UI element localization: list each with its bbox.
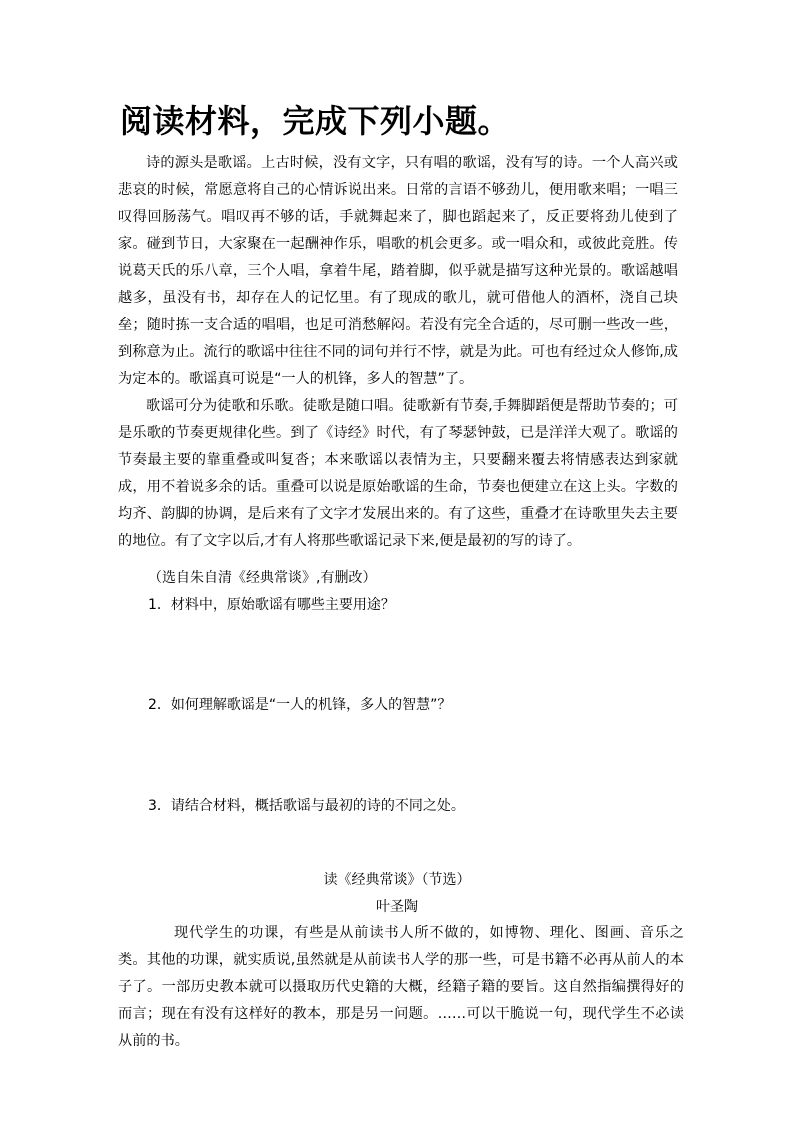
passage-1-paragraph-1: 诗的源头是歌谣。上古时候，没有文字，只有唱的歌谣，没有写的诗。一个人高兴或悲哀的时候，常愿意将自己的心情诉说出来。日常的言语不够劲儿，便用歌来唱；一唱三叹得回肠荡气。唱叹再不够的话，手就舞起来了，脚也蹈起来了，反正要将劲儿使到了家。碰到节日，大家聚在一起酬神作乐，唱歌的机会更多。或一唱众和，或彼此竞胜。传说葛天氏的乐八章，三个人唱，拿着牛尾，踏着脚，似乎就是描写这种光景的。歌谣越唱越多，虽没有书，却存在人的记忆里。有了现成的歌儿，就可借他人的酒杯，浇自己块垒；随时拣一支合适的唱唱，也足可消愁解闷。若没有完全合适的，尽可删一些改一些，到称意为止。流行的歌谣中往往不同的词句并行不悖，就是为此。可也有经过众人修饰,成为定本的。歌谣真可说是“一人的机锋，多人的智慧”了。 — [118, 155, 678, 387]
question-3: 3．请结合材料，概括歌谣与最初的诗的不同之处。 — [148, 798, 465, 814]
page-title: 阅读材料，完成下列小题。 — [120, 102, 511, 140]
passage-2 — [118, 920, 684, 1055]
question-1: 1．材料中，原始歌谣有哪些主要用途？ — [148, 597, 395, 613]
question-2: 2．如何理解歌谣是“一人的机锋，多人的智慧”？ — [148, 697, 452, 713]
passage-2-paragraph: 现代学生的功课，有些是从前读书人所不做的，如博物、理化、图画、音乐之类。其他的功课，就实质说,虽然就是从前读书人学的那一些，可是书籍不必再从前人的本子了。一部历史教本就可以摄取历代史籍的大概，经籍子籍的要旨。这自然指编撰得好的而言；现在有没有这样好的教本，那是另一问题。……可以干脆说一句，现代学生不必读从前的书。 — [118, 925, 684, 1049]
passage-1-paragraph-2: 歌谣可分为徒歌和乐歌。徒歌是随口唱。徒歌新有节奏,手舞脚蹈便是帮助节奏的；可是乐歌的节奏更规律化些。到了《诗经》时代，有了琴瑟钟鼓，已是洋洋大观了。歌谣的节奏最主要的靠重叠或叫复沓；本来歌谣以表情为主，只要翻来覆去将情感表达到家就成，用不着说多余的话。重叠可以说是原始歌谣的生命，节奏也便建立在这上头。字数的均齐、韵脚的协调，是后来有了文字才发展出来的。有了这些，重叠才在诗歌里失去主要的地位。有了文字以后,才有人将那些歌谣记录下来,便是最初的写的诗了。 — [118, 398, 678, 549]
passage-1-source: （选自朱自清《经典常谈》,有删改） — [148, 570, 377, 586]
passage-2-title: 读《经典常谈》（节选） — [323, 872, 471, 888]
passage-1 — [118, 150, 678, 555]
passage-2-author: 叶圣陶 — [376, 899, 418, 915]
